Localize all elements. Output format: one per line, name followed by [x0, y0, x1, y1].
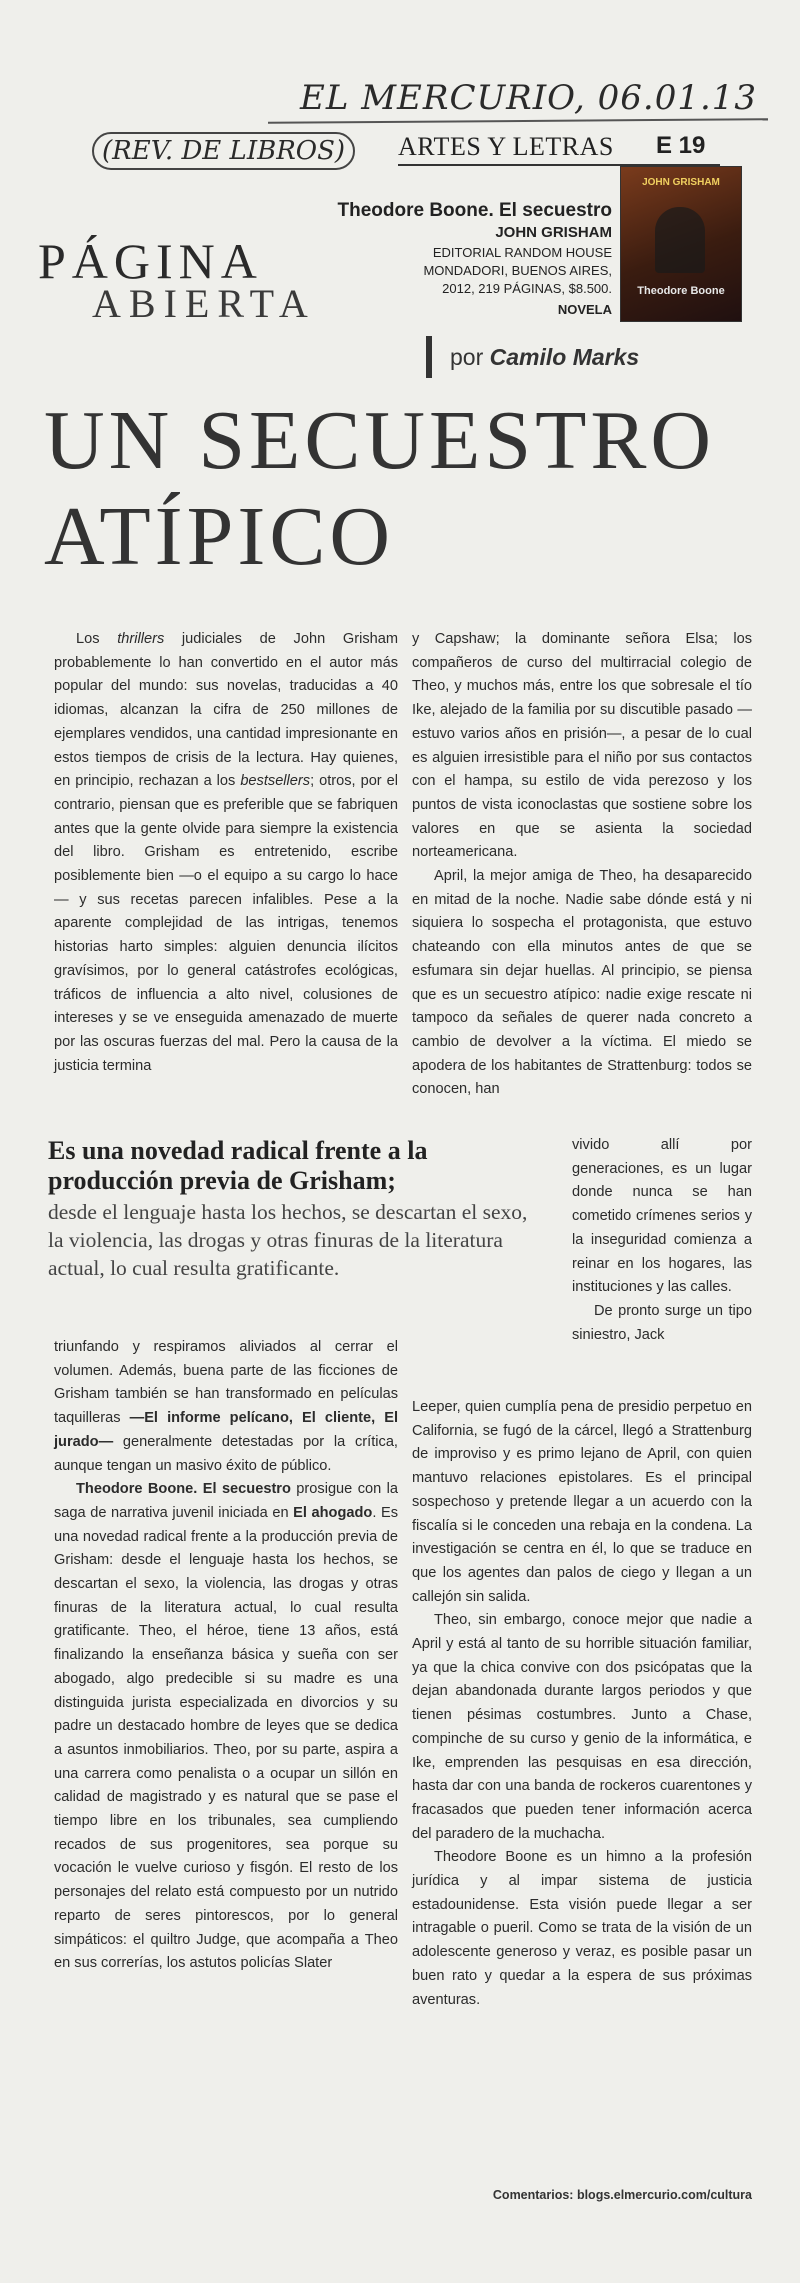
- article-column-2: [412, 628, 752, 1102]
- article-paragraph: y Capshaw; la dominante señora Elsa; los compañeros de curso del multirracial colegio de Theo, y muchos más, entre los que sobresale el tío Ike, alejado de la familia por su discutible pasado —estuvo varios años en prisión—, a pesar de lo cual es alguien irresistible para el niño por sus contactos con el hampa, su estilo de vida perezoso y los puntos de vista iconoclastas que sostiene sobre los valores en que se asienta la sociedad norteamericana.: [412, 631, 752, 861]
- book-cover-image: [620, 166, 742, 322]
- book-details-line: MONDADORI, BUENOS AIRES,: [423, 263, 612, 278]
- article-column-1-continued: [54, 1336, 398, 1976]
- headline-line1: UN SECUESTRO: [44, 394, 716, 487]
- book-author: JOHN GRISHAM: [495, 224, 612, 241]
- column-name-line2: ABIERTA: [92, 281, 316, 326]
- byline-bar: [426, 336, 432, 378]
- article-column-1: [54, 628, 398, 1078]
- article-paragraph: vivido allí por generaciones, es un lugar donde nunca se han cometido crímenes serios y la inseguridad comienza a reinar en los hogares, las instituciones y las calles.: [572, 1137, 752, 1296]
- comments-link[interactable]: Comentarios: blogs.elmercurio.com/cultura: [492, 2188, 752, 2202]
- article-column-2-narrow: [572, 1134, 752, 1347]
- article-paragraph: Theodore Boone. El secuestro prosigue con la saga de narrativa juvenil iniciada en El ahogado. Es una novedad radical frente a la producción previa de Grisham: desde el lenguaje hasta los hechos, se descartan el sexo, la violencia, las drogas y otras finuras de la literatura actual, lo cual resulta gratificante. Theo, el héroe, tiene 13 años, está finalizando la enseñanza básica y sueña con ser abogado, algo predecible si su madre es una distinguida jurista especializada en divorcios y su padre un destacado hombre de leyes que se dedica a asuntos inmobiliarios. Theo, por su parte, aspira a una carrera como penalista o a ocupar un sillón en calidad de magistrado y es natural que se pase el tiempo libre en los tribunales, sea cumpliendo recados de sus progenitores, sea porque su vocación le vuelve curioso y fisgón. El resto de los personajes del relato está compuesto por un nutrido reparto de seres pintorescos, por lo general simpáticos: el quiltro Judge, que acompaña a Theo en sus correrías, los astutos policías Slater: [54, 1481, 398, 1972]
- book-title: Theodore Boone. El secuestro: [337, 200, 612, 221]
- article-column-2-continued: [412, 1396, 752, 2012]
- handwritten-label: (REV. DE LIBROS): [92, 132, 355, 170]
- article-paragraph: Leeper, quien cumplía pena de presidio perpetuo en California, se fugó de la cárcel, llegó a Strattenburg de improviso y es primo lejano de April, con quien mantuvo relaciones epistolares. Es el principal sospechoso y pretende llegar a un acuerdo con la fiscalía si le conceden una rebaja en la condena. La investigación se centra en él, lo que se traduce en que los agentes dan palos de ciego y llegan a un callejón sin salida.: [412, 1399, 752, 1605]
- article-paragraph: Theodore Boone es un himno a la profesión jurídica y al impar sistema de justicia estadounidense. Esta visión puede llegar a ser intragable o pueril. Como se trata de la visión de un adolescente generoso y veraz, es posible pasar un buen rato y quedar a la espera de sus próximas aventuras.: [412, 1849, 752, 2008]
- byline-author: Camilo Marks: [489, 344, 640, 370]
- headline-line2: ATÍPICO: [44, 490, 395, 583]
- pull-quote-body: desde el lenguaje hasta los hechos, se descartan el sexo, la violencia, las drogas y otras finuras de la literatura actual, lo cual resulta gratificante.: [48, 1200, 528, 1280]
- pull-quote-lead: Es una novedad radical frente a la producción previa de Grisham;: [48, 1136, 428, 1195]
- section-title: ARTES Y LETRAS: [398, 132, 614, 161]
- handwritten-source-note: EL MERCURIO, 06.01.13: [300, 78, 758, 118]
- handwritten-underline: [268, 118, 768, 123]
- cover-author: JOHN GRISHAM: [642, 177, 720, 188]
- article-paragraph: Los thrillers judiciales de John Grisham probablemente lo han convertido en el autor más popular del mundo: sus novelas, traducidas a 40 idiomas, alcanzan la cifra de 250 millones de ejemplares vendidos, una cantidad impresionante en estos tiempos de crisis de la lectura. Hay quienes, en principio, rechazan a los bestsellers; otros, por el contrario, piensan que es preferible que se fabriquen antes que la gente olvide para siempre la existencia del libro. Grisham es entretenido, escribe posiblemente bien —o el equipo a su cargo lo hace— y sus recetas parecen infalibles. Pese a la aparente complejidad de las intrigas, tenemos historias harto simples: alguien denuncia ilícitos gravísimos, por lo general catástrofes ecológicas, tráficos de influencia a alto nivel, colusiones de intereses y se ve enseguida amenazado de muerte por las oscuras fuerzas del mal. Pero la causa de la justicia termina: [54, 631, 399, 1074]
- article-paragraph: Theo, sin embargo, conoce mejor que nadie a April y está al tanto de su horrible situación familiar, ya que la chica convive con dos psicópatas que la dejan abandonada durante largos periodos y que tienen pésimas costumbres. Junto a Chase, compinche de su curso y genio de la informática, e Ike, emprenden las pesquisas en esa dirección, hasta dar con una banda de rockeros cuarentones y fracasados que pueden tener información acerca del paradero de la muchacha.: [412, 1612, 752, 1842]
- cover-figure: [655, 207, 705, 273]
- pull-quote: [48, 1136, 548, 1282]
- book-publisher: [312, 244, 612, 298]
- cover-title: Theodore Boone: [637, 285, 725, 297]
- book-details-line: EDITORIAL RANDOM HOUSE: [432, 245, 612, 260]
- article-paragraph: De pronto surge un tipo siniestro, Jack: [572, 1302, 752, 1343]
- book-details-line: 2012, 219 PÁGINAS, $8.500.: [442, 281, 612, 296]
- page-number: E 19: [656, 132, 706, 159]
- column-name-line1: PÁGINA: [38, 233, 263, 289]
- book-genre: NOVELA: [557, 302, 612, 317]
- article-paragraph: April, la mejor amiga de Theo, ha desaparecido en mitad de la noche. Nadie sabe dónde está y ni siquiera lo sospecha el protagonista, que estuvo chateando con ella minutos antes de que se esfumara sin dejar huellas. Al principio, se piensa que es un secuestro atípico: nadie exige rescate ni tampoco da señales de querer nada concreto a cambio de devolver a la víctima. El miedo se apodera de los habitantes de Strattenburg: todos se conocen, han: [412, 868, 752, 1098]
- byline-prefix: por: [450, 344, 484, 370]
- article-paragraph: triunfando y respiramos aliviados al cerrar el volumen. Además, buena parte de las ficciones de Grisham también se han transformado en películas taquilleras —El informe pelícano, El cliente, El jurado— generalmente detestadas por la crítica, aunque tengan un masivo éxito de público.: [54, 1339, 399, 1474]
- byline: [450, 344, 639, 371]
